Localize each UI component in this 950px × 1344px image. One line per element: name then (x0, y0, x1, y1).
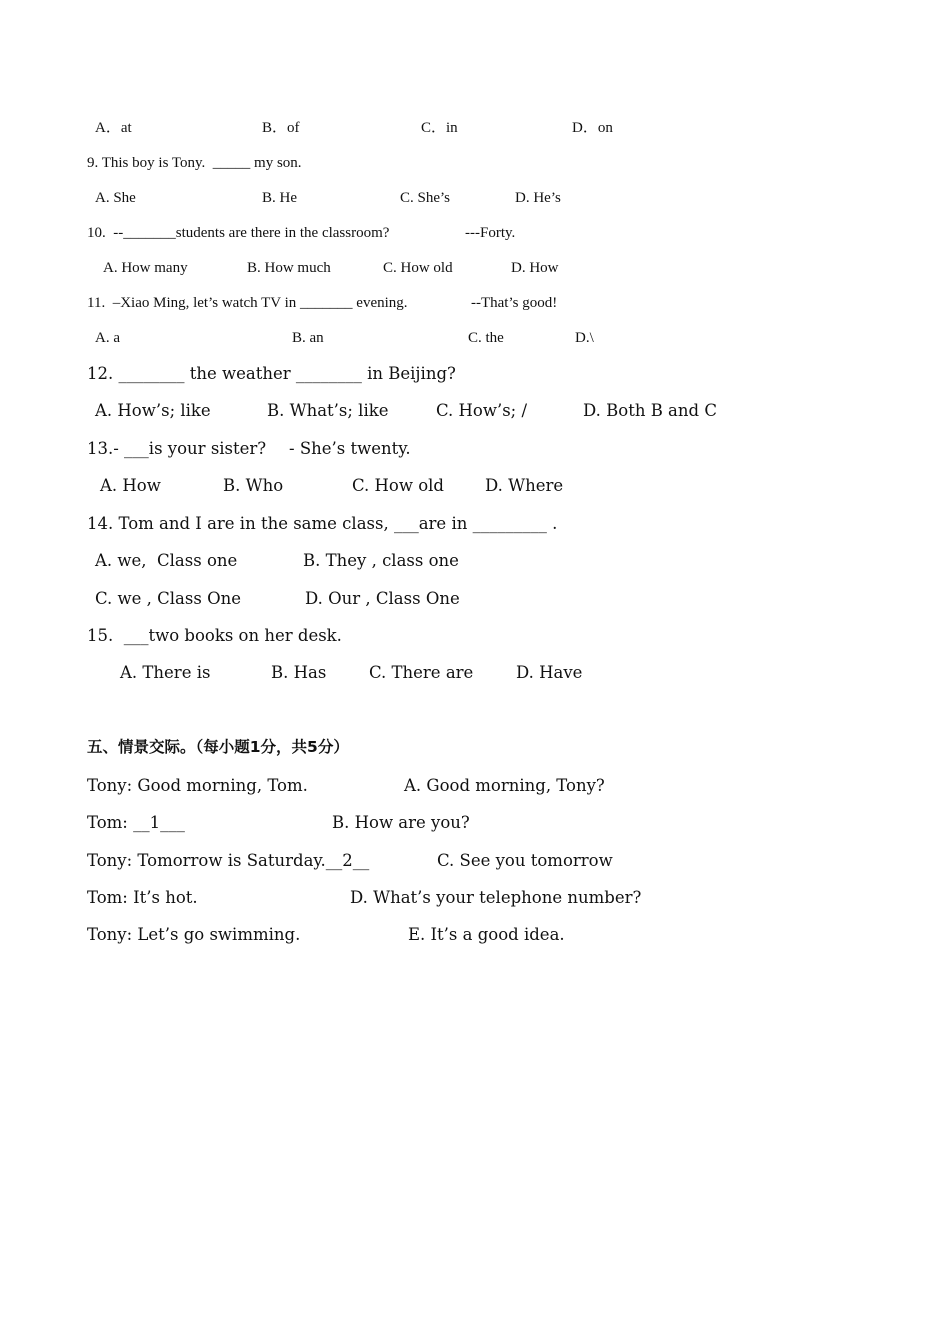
q15-option-c: C. There are (369, 663, 474, 682)
q10-stem: 10. --_______students are there in the classroom? (87, 225, 390, 241)
dialogue-line-1: Tony: Good morning, Tom. (87, 776, 308, 795)
q12-option-a: A. How’s; like (95, 401, 211, 420)
q8-option-d: D．on (572, 120, 613, 136)
q10-option-a: A. How many (103, 260, 188, 276)
q9-option-c: C. She’s (400, 190, 451, 206)
q15-option-b: B. Has (271, 663, 327, 682)
q8-option-a: A．at (95, 120, 132, 136)
q9-option-b: B. He (262, 190, 297, 206)
choice-c: C. See you tomorrow (437, 851, 613, 870)
q13-stem: 13.- ___is your sister? (87, 439, 267, 458)
dialogue-line-3: Tony: Tomorrow is Saturday.__2__ (87, 851, 370, 870)
q11-option-a: A. a (95, 330, 120, 346)
q11-answer: --That’s good! (471, 295, 558, 311)
q9-option-d: D. He’s (515, 190, 561, 206)
q8-option-b: B．of (262, 120, 300, 136)
choice-e: E. It’s a good idea. (408, 925, 565, 944)
q13-option-c: C. How old (352, 476, 444, 495)
q10-answer: ---Forty. (465, 225, 516, 241)
q11-stem: 11. –Xiao Ming, let’s watch TV in _______ evening. (87, 295, 408, 311)
q12-option-c: C. How’s; / (436, 401, 528, 420)
q10-option-c: C. How old (383, 260, 453, 276)
q13-option-b: B. Who (223, 476, 284, 495)
q14-option-d: D. Our , Class One (305, 589, 460, 608)
q12-stem: 12. ________ the weather ________ in Beijing? (87, 364, 456, 383)
dialogue-line-4: Tom: It’s hot. (87, 888, 198, 907)
q9-option-a: A. She (95, 190, 136, 206)
q12-option-d: D. Both B and C (583, 401, 717, 420)
q14-option-a: A. we, Class one (95, 551, 238, 570)
dialogue-line-5: Tony: Let’s go swimming. (87, 925, 301, 944)
q12-option-b: B. What’s; like (267, 401, 389, 420)
q8-option-c: C．in (421, 120, 458, 136)
choice-a: A. Good morning, Tony? (404, 776, 605, 795)
q10-option-d: D. How (511, 260, 559, 276)
choice-d: D. What’s your telephone number? (350, 888, 642, 907)
q13-answer: - She’s twenty. (289, 439, 411, 458)
q15-option-d: D. Have (516, 663, 583, 682)
q14-option-c: C. we , Class One (95, 589, 241, 608)
dialogue-line-2: Tom: __1___ (87, 813, 185, 832)
q9-stem: 9. This boy is Tony. _____ my son. (87, 155, 302, 171)
q10-option-b: B. How much (247, 260, 331, 276)
q14-option-b: B. They , class one (303, 551, 459, 570)
q13-option-d: D. Where (485, 476, 564, 495)
q11-option-b: B. an (292, 330, 324, 346)
q11-option-c: C. the (468, 330, 504, 346)
section-heading: 五、情景交际。（每小题1分，共5分） (87, 738, 349, 756)
q11-option-d: D.\ (575, 330, 594, 346)
q13-option-a: A. How (100, 476, 161, 495)
q15-stem: 15. ___two books on her desk. (87, 626, 342, 645)
choice-b: B. How are you? (332, 813, 470, 832)
q14-stem: 14. Tom and I are in the same class, ___are in _________ . (87, 514, 558, 533)
q15-option-a: A. There is (120, 663, 211, 682)
